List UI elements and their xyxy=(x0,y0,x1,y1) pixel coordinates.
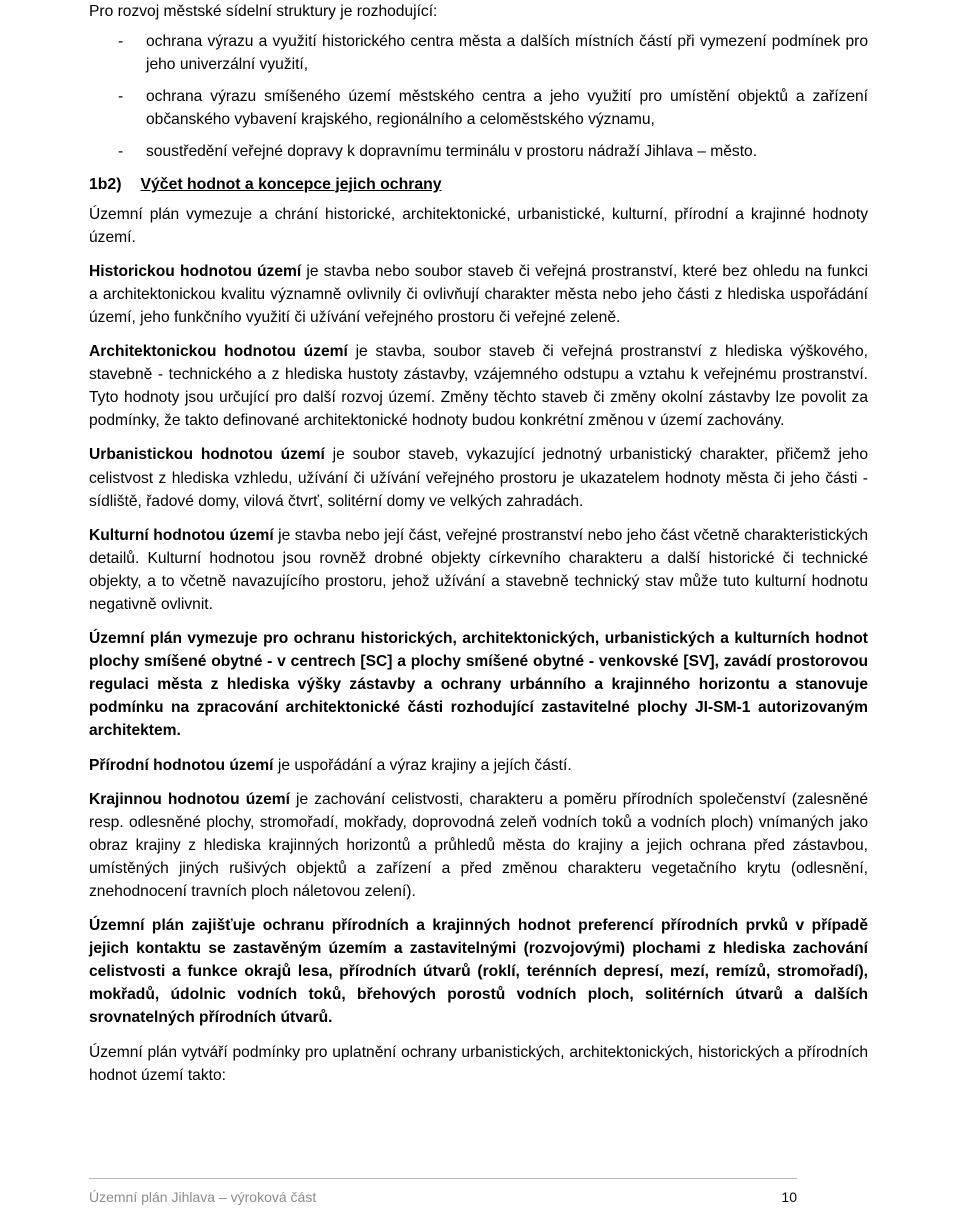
bullet-text: soustředění veřejné dopravy k dopravnímu terminálu v prostoru nádraží Jihlava – město. xyxy=(146,143,758,161)
paragraph-cultural-value xyxy=(89,524,868,616)
paragraph-landscape-value xyxy=(89,788,868,903)
definition-historical: je stavba nebo soubor staveb či veřejná prostranství, které bez ohledu na funkci a architektonickou kvalitu významně ovlivnily či ovlivňují charakter města nebo jeho části z hlediska uspořádání území, jeho funkčního využití či užívání veřejného prostoru či veřejné zeleně. xyxy=(89,262,868,326)
bullet-dash: - xyxy=(118,143,124,161)
definition-natural: je uspořádání a výraz krajiny a jejích částí. xyxy=(273,756,572,774)
definition-cultural: je stavba nebo její část, veřejné prostranství nebo jeho část včetně charakteristických detailů. Kulturní hodnotou jsou rovněž drobné objekty církevního charakteru a další historické či technické objekty, a to včetně navazujícího prostoru, jehož užívání a stavebně technický stav může tuto kulturní hodnotu negativně ovlivnit. xyxy=(89,526,868,613)
bullet-item xyxy=(89,140,868,163)
section-heading xyxy=(89,173,868,196)
term-natural: Přírodní hodnotou území xyxy=(89,756,274,774)
definition-urban: je soubor staveb, vykazující jednotný urbanistický charakter, přičemž jeho celistvost z hlediska vzhledu, užívání či užívání veřejného prostoru je ukazatelem hodnoty města či jeho části - sídliště, řadové domy, vilová čtvrť, solitérní domy ve velkých zahradách. xyxy=(89,446,868,510)
paragraph-urban-value xyxy=(89,443,868,512)
paragraph-architectural-value xyxy=(89,340,868,432)
definition-architectural: je stavba, soubor staveb či veřejná prostranství z hlediska výškového, stavebně - technického a z hlediska hustoty zástavby, vzájemného odstupu a vztahu k veřejnému prostranství. Tyto hodnoty jsou určující pro další rozvoj území. Změny těchto staveb či změny okolní zástavby lze povolit za podmínky, že takto definované architektonické hodnoty budou konkrétní změnou v území zachovány. xyxy=(89,343,868,430)
bullet-item xyxy=(89,30,868,76)
bullet-text: ochrana výrazu a využití historického centra města a dalších místních částí při vymezení podmínek pro jeho univerzální využití, xyxy=(146,33,868,74)
paragraph-conditions-intro: Územní plán vytváří podmínky pro uplatnění ochrany urbanistických, architektonických, historických a přírodních hodnot území takto: xyxy=(89,1043,868,1084)
term-cultural: Kulturní hodnotou území xyxy=(89,526,274,544)
bullet-text: ochrana výrazu smíšeného území městského centra a jeho využití pro umístění objektů a zařízení občanského vybavení krajského, regionálního a celoměstského významu, xyxy=(146,88,868,129)
bullet-list xyxy=(89,30,868,163)
paragraph-nature-protection: Územní plán zajišťuje ochranu přírodních a krajinných hodnot preferencí přírodních prvků v případě jejich kontaktu se zastavěným územím a zastavitelnými (rozvojovými) plochami z hlediska zachování celistvosti a funkce okrajů lesa, přírodních útvarů (roklí, terénních depresí, mezí, remízů, stromořadí), mokřadů, údolnic vodních toků, břehových porostů vodních ploch, solitérních útvarů a dalších srovnatelných přírodních útvarů. xyxy=(89,917,868,1027)
paragraph-values-overview: Územní plán vymezuje a chrání historické, architektonické, urbanistické, kulturní, přírodní a krajinné hodnoty území. xyxy=(89,205,868,246)
section-title: Výčet hodnot a koncepce jejich ochrany xyxy=(140,175,442,193)
paragraph-protection-measures: Územní plán vymezuje pro ochranu historických, architektonických, urbanistických a kulturních hodnot plochy smíšené obytné - v centrech [SC] a plochy smíšené obytné - venkovské [SV], zavádí prostorovou regulaci města z hlediska výšky zástavby a ochrany urbánního a krajinného horizontu a stanovuje podmínku na zpracování architektonické části rozhodující zastavitelné plochy JI-SM-1 autorizovaným architektem. xyxy=(89,630,868,740)
paragraph-natural-value xyxy=(89,754,868,777)
term-landscape: Krajinnou hodnotou území xyxy=(89,790,290,808)
term-architectural: Architektonickou hodnotou území xyxy=(89,343,348,361)
bullet-item xyxy=(89,85,868,131)
definition-landscape: je zachování celistvosti, charakteru a poměru přírodních společenství (zalesněné resp. odlesněné plochy, stromořadí, mokřady, doprovodná zeleň vodních toků a vodních ploch) vnímaných jako obraz krajiny z hlediska krajinných horizontů a průhledů města do krajiny a jejich ochrana před zástavbou, umístěných jiných rušivých objektů a zařízení a před změnou charakteru vegetačního krytu (odlesnění, znehodnocení travních ploch náletovou zelení). xyxy=(89,790,868,900)
term-historical: Historickou hodnotou území xyxy=(89,262,302,280)
document-page xyxy=(89,0,868,1098)
bullet-dash: - xyxy=(118,33,124,51)
bullet-dash: - xyxy=(118,88,124,106)
term-urban: Urbanistickou hodnotou území xyxy=(89,446,325,464)
page-footer xyxy=(89,1178,797,1206)
page-number: 10 xyxy=(781,1189,797,1205)
section-number: 1b2) xyxy=(89,175,122,193)
intro-text: Pro rozvoj městské sídelní struktury je rozhodující: xyxy=(89,3,438,20)
footer-document-title: Územní plán Jihlava – výroková část xyxy=(89,1189,317,1205)
paragraph-historical-value xyxy=(89,260,868,329)
